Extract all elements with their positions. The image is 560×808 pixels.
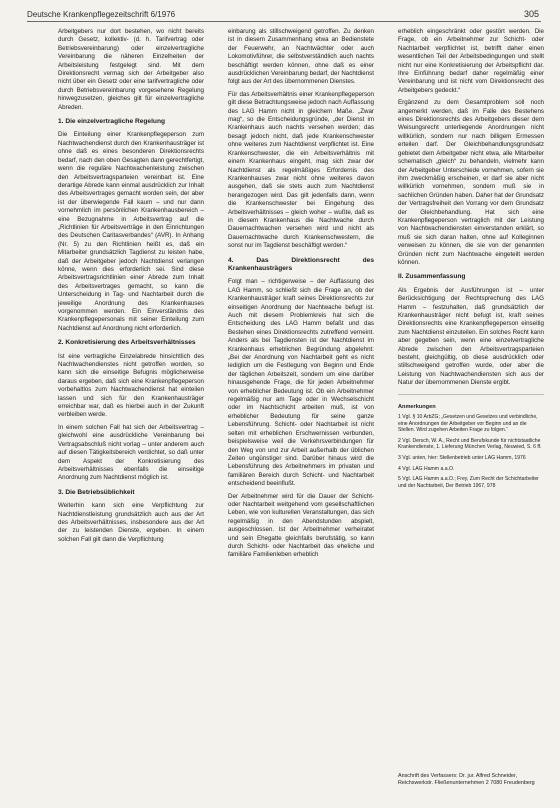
section-heading: 4. Das Direktionsrecht des Krankenhausträgers [228,256,374,272]
footnote: 2 Vgl. Dersch, W. A., Recht und Berufskunde für nichtstaatliche Krankendienste, 1. Lieferung München Verlag, Neuwied, S. 6 ff. [398,437,542,451]
paragraph: In einem solchen Fall hat sich der Arbeitsvertrag – gleichwohl eine ausdrückliche Vereinbarung bei Vertragsabschluß nicht vorlag – unter anderem auch auf diesen Tätigkeitsbereich verdichtet, so daß unter dem Aspekt der Konkretisierung des Arbeitsverhältnisses ebenfalls die einseitige Anordnung zum Nachtdienst möglich ist. [58,423,204,482]
section-heading: II. Zusammenfassung [398,273,466,281]
text-column-middle [228,28,374,798]
footnotes-heading: Anmerkungen [398,403,436,410]
footnote-divider [398,394,544,395]
paragraph: Ergänzend zu dem Gesamtproblem soll noch angemerkt werden, daß im Falle des Bestehens eines Direktionsrechts des Arbeitgebers dieser dem Weisungsrecht unterliegende Anordnungen nicht willkürlich, sondern nur nach billigem Ermessen erteilen darf. Der Gleichbehandlungsgrundsatz gebietet dem Arbeitgeber nicht etwa, alle Mitarbeiter schematisch „gleich“ zu behandeln, vielmehr kann der Arbeitgeber Unterschiede vornehmen, sofern sie ihm zweckmäßig erscheinen, er darf sie aber nicht willkürlich vornehmen, sondern muß sie in sachlichen Gründen haben. Daher hat der Grundsatz der Vertragsfreiheit den Vorrang vor dem Grundsatz der Gleichbehandlung. Hat sich eine Krankenpflegeperson vertraglich mit der Leistung von Nachtwachendiensten einverstanden erklärt, so muß sie sich daran halten, ohne auf Kolleginnen verweisen zu können, die sie von der genannten Gründen nicht zum Nachtwache eingeteilt werden können. [398,99,544,266]
paragraph: Der Arbeitnehmer wird für die Dauer der Schicht- oder Nachtarbeit weitgehend vom gesellschaftlichen Leben, wie von kulturellen Veranstaltungen, das sich regelmäßig in den Abendstunden abspielt, ausgeschlossen. Ist der Arbeitnehmer verheiratet und sein Ehegatte gleichfalls berufstätig, so kann durch Schicht- oder Nachtarbeit das eheliche und familiäre Familienleben erheblich [228,492,374,559]
text-column-left [58,28,204,798]
text-column-right [398,28,544,768]
footnote: 3 Vgl. unten, hier: Stellenbetrieb unter LAG Hamm, 1976 [398,455,526,462]
header-rule [27,21,541,22]
section-heading: 1. Die einzelvertragliche Regelung [58,118,166,126]
section-heading: 3. Die Betriebsüblichkeit [58,488,135,496]
paragraph: Für das Arbeitsverhältnis einer Krankenpflegeperson gilt diese Betrachtungsweise jedoch nach Auffassung des LAG Hamm nicht in gleichem Maße. „Zwar mag“, so die Entscheidungsgründe, „der Dienst im Krankenhaus auch nachts versehen werden; das besagt jedoch nicht, daß jede Krankenschwester ohne weiteres zum Nachtdienst verpflichtet ist. Eine Krankenschwester, die ein Arbeitsverhältnis mit einem Krankenhaus eingeht, mag sich zwar der Nachtdienst als regelmäßiges Erfordernis des Krankenhauses zwar nicht ohne weiteres davon ausgehen, daß sie stets auch zum Nachtdienst herangezogen wird. Das gilt jedenfalls dann, wenn die Krankenschwester bei Eingehung des Arbeitsverhältnisses – gleich woher – wußte, daß es in diesem Krankenhaus die Nachtwache durch Dauernachtwachen versehen wird und nicht als Dauernachtwache durch Krankenschwestern, die sonst nur im Tagdienst beschäftigt werden.“ [228,90,374,250]
paragraph: Ist eine vertragliche Einzelabrede hinsichtlich des Nachtwachendienstes nicht getroffen worden, so kann sich die einseitige Befugnis möglicherweise daraus ergeben, daß sich eine Krankenpflegeperson vorbehaltlos zum Nachtwachendienst hat einteilen lassen und sich für den Krankenhausträger erreichbar war, daß es hierbei auch in der Zukunft verbleiben werde. [58,352,204,419]
page-number: 305 [523,9,539,19]
footnote: 4 Vgl. LAG Hamm a.a.O. [398,465,455,472]
paragraph: Arbeitgebers nur dort bestehen, wo nicht bereits durch Gesetz, kollektiv- (d. h. Tarifvertrag oder Betriebsvereinbarung) oder einzelvertragliche Vereinbarung die näheren Einzelheiten der Arbeitsleistung festgelegt sind. Mit dem Direktionsrecht vermag sich der Arbeitgeber also nicht über ein Gesetz oder eine tarifvertragliche oder durch Betriebsvereinbarung vorgesehene Regelung hinwegzusetzen, gleiches gilt für einzelvertragliche Abreden. [58,28,204,111]
paragraph: Weiterhin kann sich eine Verpflichtung zur Nachtdienstleistung grundsätzlich auch aus der Art des Arbeitsverhältnisses, insbesondere aus der Art der zu leistenden Dienste, ergeben. In einem solchen Fall gilt dann die Verpflichtung [58,502,204,543]
running-header [27,7,539,21]
footnote: 1 Vgl. § 10 ArbZG; „Gesetzen und Gesetzes und verbindliche, eine Anordnungen der Arbeitgeber vor Beginn und an die Stellen. Wird zugehen Arbeiten Frage zu folgen.“ [398,414,538,434]
footnote: 5 Vgl. LAG Hamm a.a.O.; Frey, Zum Recht der Schichtarbeiter und der Nachtarbeit, Der Betrieb 1967, 978 [398,476,539,489]
paragraph: Die Einteilung einer Krankenpflegeperson zum Nachtwachendienst durch den Krankenhausträger ist ohne daß es eines besonderen Direktionsrechts bedarf, nach den oben Gesagten dann gerechtfertigt, wenn die reguläre Nachtwachenleistung zwischen den Arbeitsvertragsparteien vereinbart ist. Eine derartige Abrede kann einmal ausdrücklich zur Inhalt des Arbeitsvertrages gemacht worden sein, der aber ist der überwiegende Fall kaum – und nur dann vornehmlich im persönlichen Krankenhausbereich – eine Bezugnahme in Arbeitsvertrag auf die „Richtlinien für Arbeitsverträge in den Einrichtungen des Deutschen Caritasverbandes“ (AVR). In Anhang (Nr. 5) zu den Richtlinien heißt es, daß ein Mitarbeiter grundsätzlich Tagdienst zu leisten habe, daß der Arbeitgeber jedoch Nachtdienst verlangen könne, wenn dies erforderlich sei. Sind diese Arbeitsvertragsrichtlinien einer Abrede zum Inhalt des Arbeitsvertrages gemacht, so kann die Unterscheidung in Tag- und Nachtarbeit durch die jeweilige Anordnung des Krankenhauses vorgenommen werden. Ein Einverständnis des Krankenpflegepersonals mit seiner Einteilung zum Nachtdienst auf Anordnung nicht erforderlich. [58,131,204,332]
journal-title: Deutsche Krankenpflegezeitschrift 6/1976 [27,10,176,19]
author-address: Anschrift des Verfassers: Dr. jur. Alfred Schneider, Reichswerkstr. Fließenunternehmen 2 7080 Freudenberg [398,773,535,786]
paragraph: Folgt man – richtigerweise – der Auffassung des LAG Hamm, so schließt sich die Frage an, ob der Krankenhausträger kraft seines Direktionsrechts zur einseitigen Anordnung der Nachtwache befugt ist. Auch mit diesem Problemkreis hat sich die Entscheidung des LAG Hamm befaßt und das Bestehen eines Direktionsrechts zutreffend verneint. Anders als bei Tagdiensten ist der Nachtdienst im Krankenhaus erheblichen Begründung abgelehnt: „Bei der Anordnung von Nachtarbeit geht es nicht lediglich um die Festlegung von Beginn und Ende der täglichen Arbeitszeit, sondern um eine darüber hinausgehende Frage, die für jeden Arbeitnehmer von erheblicher Bedeutung ist. Ob ein Arbeitnehmer regelmäßig nur am Tage oder in Wechselschicht oder im Nachtschicht arbeiten muß, ist von erheblicher Bedeutung für seine ganze Lebensführung. Schicht- oder Nachtarbeit ist nicht selten mit erheblichen Erschwernissen verbunden, beispielsweise weil die Verkehrsverbindungen für den Weg von und zur Arbeit außerhalb der üblichen Zeiten ungünstiger sind. Darüber hinaus wird die Lebensführung des Arbeitnehmers im privaten und familiären Bereich durch Schicht- und Nachtarbeit entscheidend beeinflußt. [228,278,374,488]
section-heading: 2. Konkretisierung des Arbeitsverhältnisses [58,339,196,347]
paragraph: Als Ergebnis der Ausführungen ist – unter Berücksichtigung der Rechtsprechung des LAG Hamm – festzuhalten, daß grundsätzlich der Krankenhausträger nicht befugt ist, kraft seines Direktionsrechts eine Krankenpflegeperson einseitig zum Nachtdienst einzuteilen. Ein solches Recht kann aber gegeben sein, wenn eine einzelvertragliche Abrede zwischen den Arbeitsvertragsparteien besteht, gleichgültig, ob diese ausdrücklich oder stillschweigend getroffen wurde, oder aber die Leistung von Nachtwachendiensten sich aus der Natur der übernommenen Dienste ergibt. [398,286,544,387]
paragraph: erheblich eingeschränkt oder gestört werden. Die Frage, ob ein Arbeitnehmer zur Schicht- oder Nachtarbeit verpflichtet ist, betrifft daher einen wesentlichen Teil der Arbeitsbedingungen und stellt nicht nur eine Konkretisierung der Arbeitspflicht dar. Ihre Einführung bedarf daher regelmäßig einer Vereinbarung und ist nicht vom Direktionsrecht des Arbeitgebers gedeckt.“ [398,28,544,94]
paragraph: einbarung als stillschweigend getroffen. Zu denken ist in diesem Zusammenhang etwa an Bedienstete der Feuerwehr, an Nachtwächter oder auch Lokomotivführer, die selbstverständlich auch nachts beschäftigt werden können, ohne daß es einer ausdrücklichen Vereinbarung bedarf, der Nachtdienst folgt aus der Art des übernommenen Dienstes. [228,28,374,86]
